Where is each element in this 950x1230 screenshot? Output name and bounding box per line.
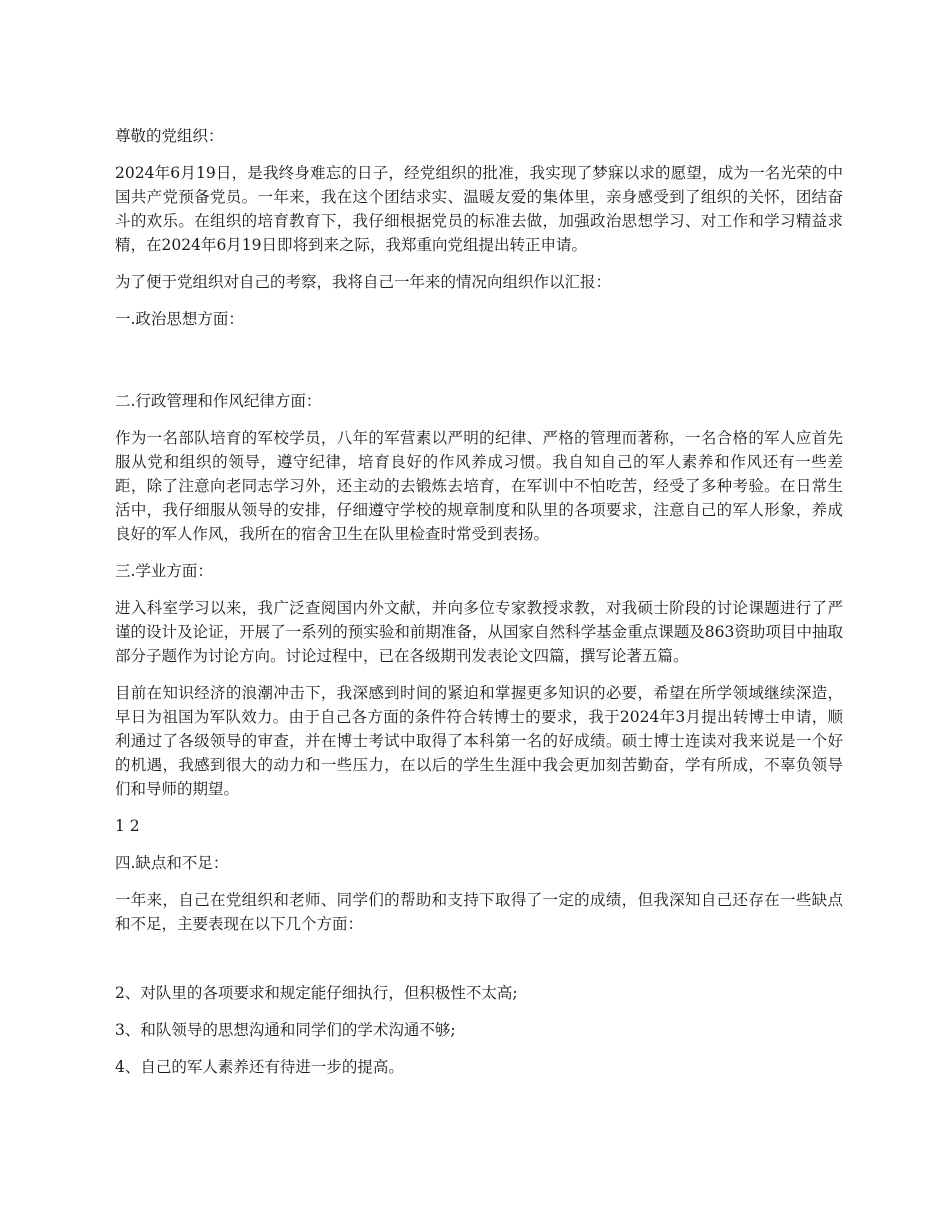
paragraph-discipline: 作为一名部队培育的军校学员，八年的军营素以严明的纪律、严格的管理而著称，一名合格的军人应首先服从党和组织的领导，遵守纪律，培育良好的作风养成习惯。我自知自己的军人素养和作风还有一些差距，除了注意向老同志学习外，还主动的去锻炼去培育，在军训中不怕吃苦，经受了多种考验。在日常生活中，我仔细服从领导的安排，仔细遵守学校的规章制度和队里的各项要求，注意自己的军人形象，养成良好的军人作风，我所在的宿舍卫生在队里检查时常受到表扬。 <box>115 429 843 543</box>
section-heading-political: 一.政治思想方面： <box>115 310 244 328</box>
paragraph-shortcomings: 一年来，自己在党组织和老师、同学们的帮助和支持下取得了一定的成绩，但我深知自己还存在一些缺点和不足，主要表现在以下几个方面： <box>115 891 843 933</box>
paragraph-academic-research: 进入科室学习以来，我广泛查阅国内外文献，并向多位专家教授求教，对我硕士阶段的讨论课题进行了严谨的设计及论证，开展了一系列的预实验和前期准备，从国家自然科学基金重点课题及863资助项目中抽取部分子题作为讨论方向。讨论过程中，已在各级期刊发表论文四篇，撰写论著五篇。 <box>115 599 843 665</box>
section-heading-academic: 三.学业方面： <box>115 562 213 580</box>
paragraph-intro: 2024年6月19日，是我终身难忘的日子，经党组织的批准，我实现了梦寐以求的愿望，成为一名光荣的中国共产党预备党员。一年来，我在这个团结求实、温暖友爱的集体里，亲身感受到了组织的关怀，团结奋斗的欢乐。在组织的培育教育下，我仔细根据党员的标准去做，加强政治思想学习、对工作和学习精益求精，在2024年6月19日即将到来之际，我郑重向党组提出转正申请。 <box>115 164 843 254</box>
shortcoming-item: 3、和队领导的思想沟通和同学们的学术沟通不够; <box>115 1021 456 1039</box>
shortcoming-item: 2、对队里的各项要求和规定能仔细执行，但积极性不太高; <box>115 984 518 1002</box>
document-body <box>115 124 843 1092</box>
shortcoming-item: 4、自己的军人素养还有待进一步的提高。 <box>115 1058 404 1076</box>
paragraph-report-lead: 为了便于党组织对自己的考察，我将自己一年来的情况向组织作以汇报： <box>115 273 612 291</box>
section-heading-discipline: 二.行政管理和作风纪律方面： <box>115 392 322 410</box>
section-heading-shortcomings: 四.缺点和不足： <box>115 854 229 872</box>
salutation: 尊敬的党组织： <box>115 127 224 145</box>
page-marker: 1 2 <box>115 817 140 835</box>
paragraph-academic-doctoral: 目前在知识经济的浪潮冲击下，我深感到时间的紧迫和掌握更多知识的必要，希望在所学领域继续深造，早日为祖国为军队效力。由于自己各方面的条件符合转博士的要求，我于2024年3月提出转博士申请，顺利通过了各级领导的审查，并在博士考试中取得了本科第一名的好成绩。硕士博士连读对我来说是一个好的机遇，我感到很大的动力和一些压力，在以后的学生生涯中我会更加刻苦勤奋，学有所成，不辜负领导们和导师的期望。 <box>115 684 843 798</box>
